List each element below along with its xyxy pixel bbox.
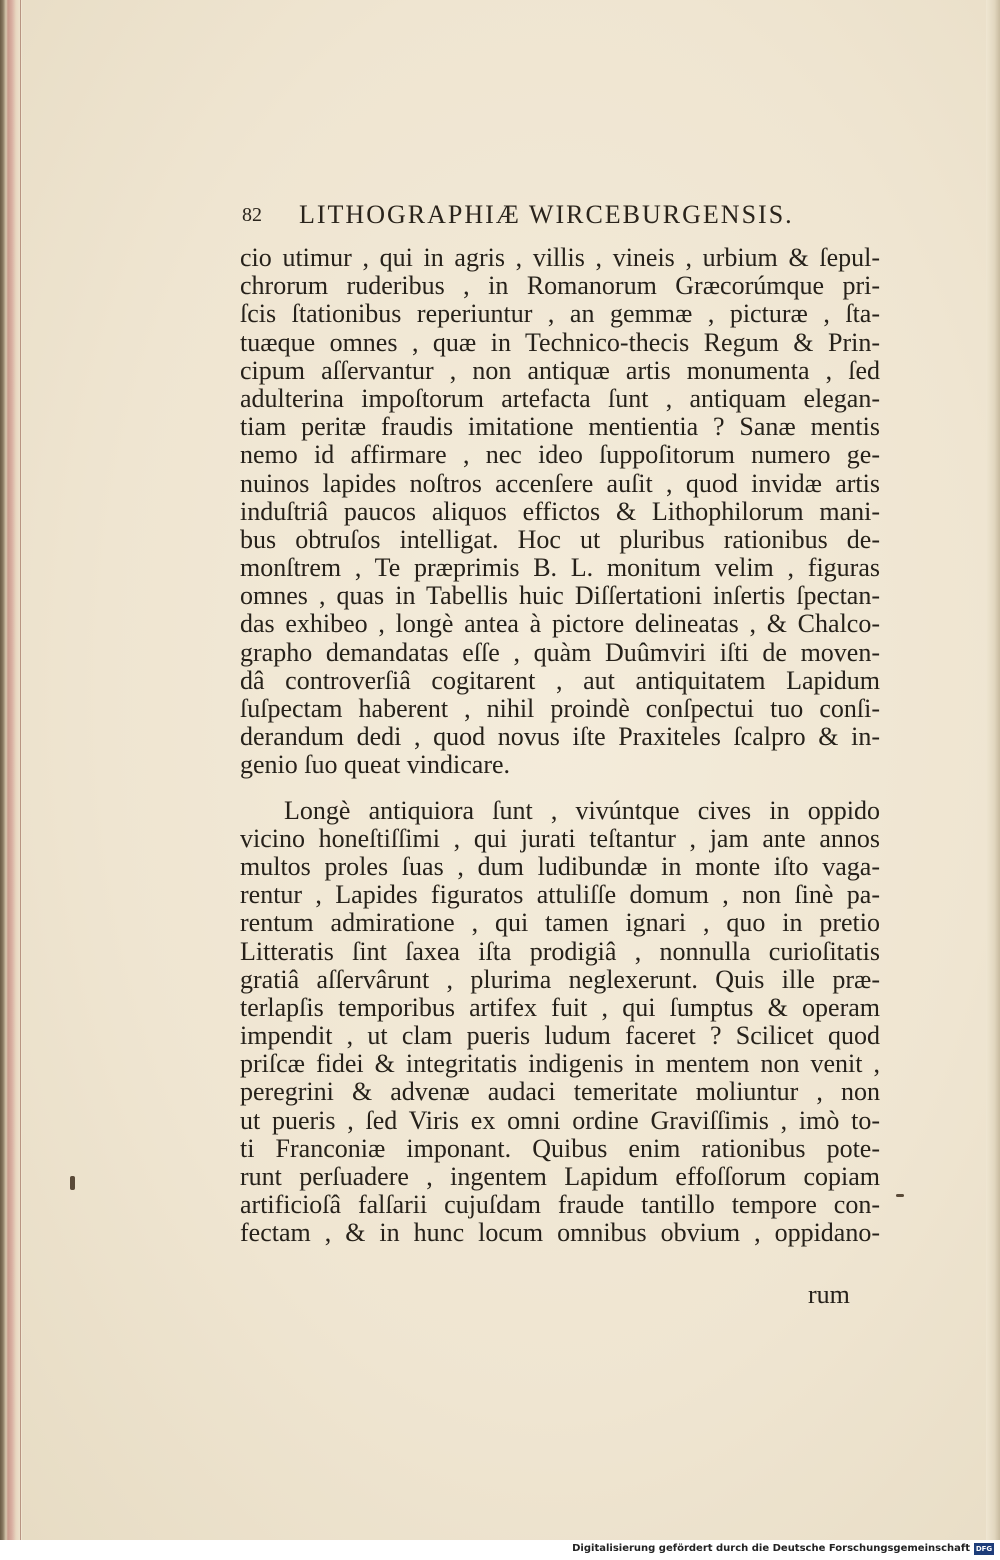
text-line: terlapſis temporibus artifex fuit , qui ſumptus & operam [240,992,880,1022]
page-edge-line [20,0,21,1560]
text-line: vicino honeſtiſſimi , qui jurati teſtantur , jam ante annos [240,823,880,853]
text-line: nemo id affirmare , nec ideo ſuppoſitorum numero ge- [240,440,880,470]
text-line: dâ controverſiâ cogitarent , aut antiquitatem Lapidum [240,665,880,695]
text-line: fectam , & in hunc locum omnibus obvium , oppidano- [240,1218,880,1248]
paragraph-1 [240,244,880,780]
ink-spot [896,1194,904,1197]
text-line: induſtriâ paucos aliquos effictos & Lithophilorum mani- [240,496,880,526]
ink-spot [70,1176,75,1190]
digitization-credit: Digitalisierung gefördert durch die Deutsche Forschungsgemeinschaft [572,1543,970,1554]
text-line: omnes , quas in Tabellis huic Diſſertationi inſertis ſpectan- [240,581,880,611]
text-line: tiam peritæ fraudis imitatione mentientia ? Sanæ mentis [240,412,880,442]
paragraph-gap [240,780,880,797]
text-line: chrorum ruderibus , in Romanorum Græcorúmque pri- [240,271,880,301]
text-line: monſtrem , Te præprimis B. L. monitum velim , figuras [240,553,880,583]
text-line: runt perſuadere , ingentem Lapidum effoſſorum copiam [240,1162,880,1191]
page-right-edge [986,0,1000,1560]
text-line: adulterina impoſtorum artefacta ſunt , antiquam elegan- [240,383,880,413]
text-line: nuinos lapides noſtros accenſere auſit , quod invidæ artis [240,468,880,498]
text-line: das exhibeo , longè antea à pictore delineatas , & Chalco- [240,609,880,639]
book-spine-edge [0,0,22,1560]
text-line: tuæque omnes , quæ in Technico-thecis Regum & Prin- [240,327,880,357]
paragraph-2 [240,797,880,1248]
text-line: impendit , ut clam pueris ludum faceret ? Scilicet quod [240,1021,880,1051]
body-text [240,244,880,1248]
text-line: bus obtruſos intelligat. Hoc ut pluribus rationibus de- [240,524,880,554]
text-line: grapho demandatas eſſe , quàm Duûmviri iſti de moven- [240,637,880,667]
text-line: Litteratis ſint ſaxea iſta prodigiâ , nonnulla curioſitatis [240,936,880,966]
text-line: cipum aſſervantur , non antiquæ artis monumenta , ſed [240,355,880,385]
text-line: Longè antiquiora ſunt , vivúntque cives in oppido [284,795,880,825]
page-header [242,200,862,240]
text-line: multos proles ſuas , dum ludibundæ in monte iſto vaga- [240,851,880,881]
text-line: rentum admiratione , qui tamen ignari , quo in pretio [240,908,880,938]
text-line: genio ſuo queat vindicare. [240,750,511,780]
text-line: artificioſâ falſarii cujuſdam fraude tantillo tempore con- [240,1190,880,1220]
text-line: rentur , Lapides figuratos attuliſſe domum , non ſinè pa- [240,880,880,910]
text-line: ti Franconiæ imponant. Quibus enim rationibus pote- [240,1133,880,1163]
text-line: ſcis ſtationibus reperiuntur , an gemmæ , picturæ , ſta- [240,299,880,329]
text-line: cio utimur , qui in agris , villis , vineis , urbium & ſepul- [240,243,880,272]
text-line: derandum dedi , quod novus iſte Praxiteles ſcalpro & in- [240,722,880,752]
text-line: ſuſpectam haberent , nihil proindè conſpectui tuo conſi- [240,694,880,723]
catchword: rum [808,1280,850,1309]
text-line: gratiâ aſſervârunt , plurima neglexerunt. Quis ille præ- [240,964,880,994]
text-line: ut pueris , ſed Viris ex omni ordine Graviſſimis , imò to- [240,1105,880,1135]
dfg-logo: DFG [975,1545,993,1553]
running-head: LITHOGRAPHIÆ WIRCEBURGENSIS. [299,200,794,229]
text-line: peregrini & advenæ audaci temeritate moliuntur , non [240,1077,880,1107]
page-number: 82 [242,204,262,226]
text-line: priſcæ fidei & integritatis indigenis in mentem non venit , [240,1049,880,1079]
